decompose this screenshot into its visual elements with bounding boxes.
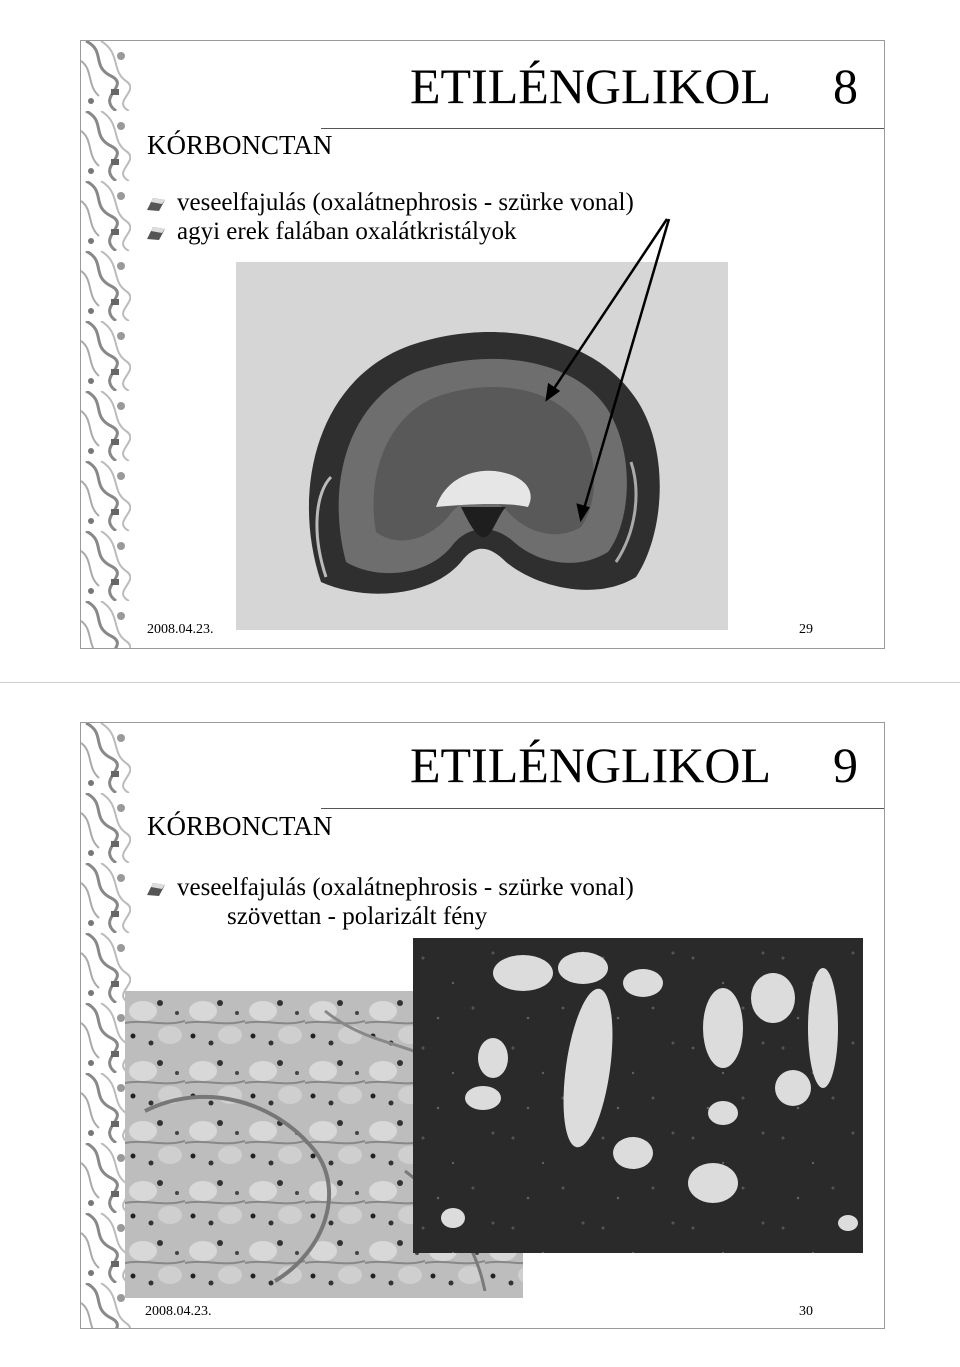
footer-date: 2008.04.23. (147, 622, 214, 637)
slide-title-text: ETILÉNGLIKOL (410, 737, 771, 793)
bullet-text: veseelfajulás (oxalátnephrosis - szürke vonal) (177, 874, 634, 901)
bullet-item (145, 873, 634, 902)
page-separator (0, 682, 960, 683)
slide-number: 8 (833, 58, 858, 114)
slide-subtitle: KÓRBONCTAN (147, 130, 333, 160)
slide-title (410, 737, 858, 793)
bullet-list (145, 873, 634, 931)
slide-1 (80, 40, 885, 649)
bullet-text: agyi erek falában oxalátkristályok (177, 218, 517, 245)
bullet-continuation: szövettan - polarizált fény (227, 903, 488, 930)
footer-date: 2008.04.23. (145, 1304, 212, 1319)
decorative-sidebar-pattern (81, 723, 131, 1328)
slide-subtitle: KÓRBONCTAN (147, 811, 333, 841)
slide-title-text: ETILÉNGLIKOL (410, 58, 771, 114)
bullet-icon (145, 881, 167, 897)
footer-page-number: 30 (799, 1304, 813, 1319)
slide-number: 9 (833, 737, 858, 793)
slide-2 (80, 722, 885, 1329)
polarized-light-micrograph (413, 938, 863, 1253)
title-underline (321, 808, 884, 809)
footer-page-number: 29 (799, 622, 813, 637)
bullet-text: veseelfajulás (oxalátnephrosis - szürke vonal) (177, 189, 634, 216)
arrows-overlay (81, 41, 884, 648)
